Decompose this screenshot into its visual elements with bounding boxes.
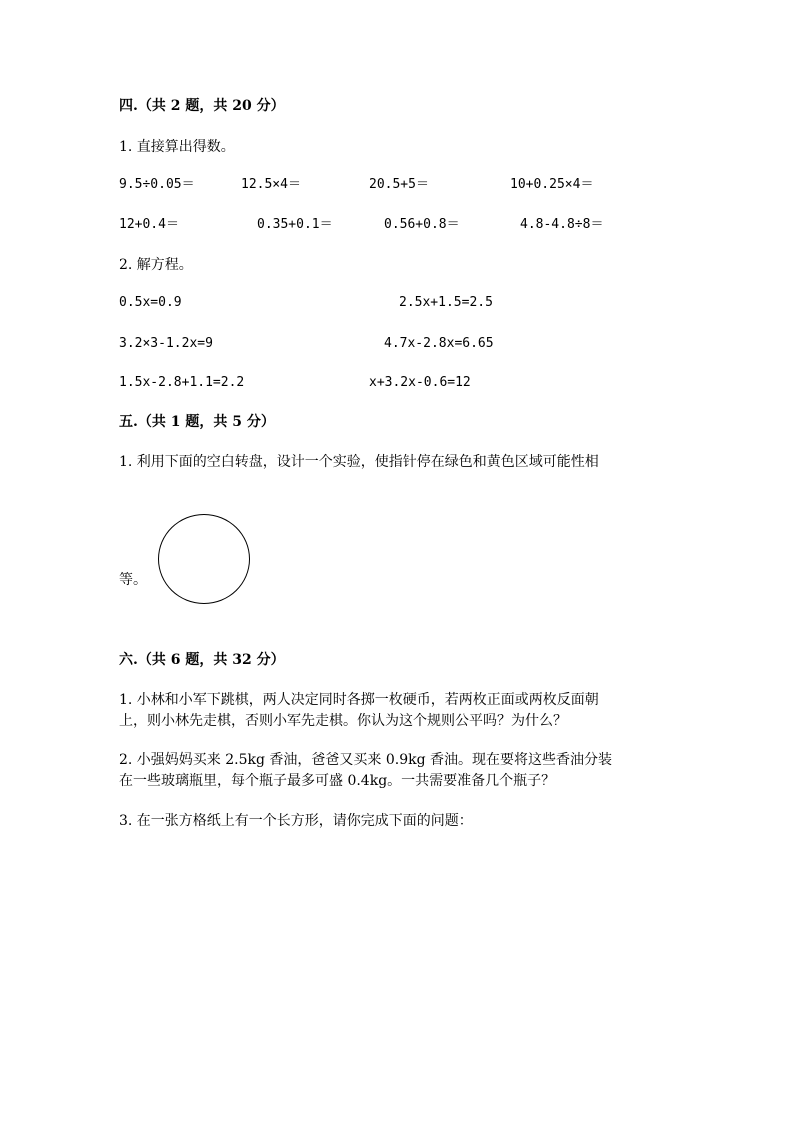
question-5-1-line1: 1. 利用下面的空白转盘，设计一个实验，使指针停在绿色和黄色区域可能性相 bbox=[119, 454, 599, 470]
equation-item: 4.7x-2.8x=6.65 bbox=[384, 336, 494, 351]
calc-item: 12.5×4＝ bbox=[241, 177, 301, 192]
calc-item: 10+0.25×4＝ bbox=[510, 177, 594, 192]
calc-item: 9.5÷0.05＝ bbox=[119, 177, 195, 192]
question-6-1-line1: 1. 小林和小军下跳棋，两人决定同时各掷一枚硬币，若两枚正面或两枚反面朝 bbox=[119, 692, 599, 708]
equation-item: 0.5x=0.9 bbox=[119, 295, 182, 310]
question-6-2-line2: 在一些玻璃瓶里，每个瓶子最多可盛 0.4kg。一共需要准备几个瓶子？ bbox=[119, 773, 556, 789]
question-6-3-line1: 3. 在一张方格纸上有一个长方形，请你完成下面的问题： bbox=[119, 813, 473, 829]
section-5-title: 五.（共 1 题，共 5 分） bbox=[119, 414, 275, 430]
section-4-title: 四.（共 2 题，共 20 分） bbox=[119, 98, 285, 114]
calc-item: 0.56+0.8＝ bbox=[384, 217, 460, 232]
calc-item: 0.35+0.1＝ bbox=[257, 217, 333, 232]
question-6-1-line2: 上，则小林先走棋，否则小军先走棋。你认为这个规则公平吗？为什么？ bbox=[119, 713, 567, 729]
section-6-title: 六.（共 6 题，共 32 分） bbox=[119, 652, 285, 668]
equation-item: 3.2×3-1.2x=9 bbox=[119, 336, 213, 351]
question-4-1-prompt: 1. 直接算出得数。 bbox=[119, 139, 235, 155]
equation-item: 2.5x+1.5=2.5 bbox=[399, 295, 493, 310]
question-5-1-line2: 等。 bbox=[119, 572, 147, 588]
equation-item: 1.5x-2.8+1.1=2.2 bbox=[119, 375, 245, 390]
question-4-2-prompt: 2. 解方程。 bbox=[119, 257, 193, 273]
calc-item: 4.8-4.8÷8＝ bbox=[520, 217, 604, 232]
question-6-2-line1: 2. 小强妈妈买来 2.5kg 香油，爸爸又买来 0.9kg 香油。现在要将这些香油分装 bbox=[119, 752, 613, 768]
equation-item: x+3.2x-0.6=12 bbox=[369, 375, 471, 390]
calc-item: 20.5+5＝ bbox=[369, 177, 429, 192]
calc-item: 12+0.4＝ bbox=[119, 217, 179, 232]
blank-spinner-circle bbox=[158, 514, 250, 604]
